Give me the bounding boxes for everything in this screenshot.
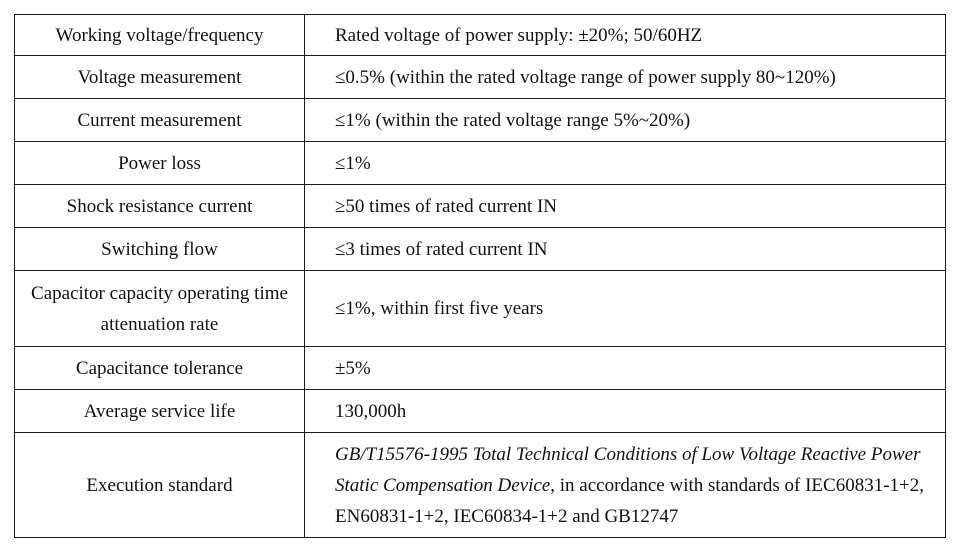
table-row (15, 433, 946, 538)
row-label: Power loss (15, 142, 305, 185)
row-label: Switching flow (15, 228, 305, 271)
table-row (15, 228, 946, 271)
table-row (15, 271, 946, 347)
table-row (15, 185, 946, 228)
table-row (15, 347, 946, 390)
row-label: Average service life (15, 390, 305, 433)
row-value: ±5% (305, 347, 946, 390)
table-row (15, 99, 946, 142)
row-value: Rated voltage of power supply: ±20%; 50/60HZ (305, 15, 946, 56)
row-value: ≤3 times of rated current IN (305, 228, 946, 271)
table-row (15, 142, 946, 185)
row-label: Capacitance tolerance (15, 347, 305, 390)
row-label: Execution standard (15, 433, 305, 538)
table-row (15, 15, 946, 56)
row-value-execution-standard (305, 433, 946, 538)
row-value: ≤1% (305, 142, 946, 185)
standard-title: GB/T15576-1995 Total Technical Conditions of Low Voltage Reactive Power Static Compensation Device (335, 443, 921, 496)
row-value: ≤0.5% (within the rated voltage range of power supply 80~120%) (305, 56, 946, 99)
row-value: 130,000h (305, 390, 946, 433)
row-value: ≤1% (within the rated voltage range 5%~20%) (305, 99, 946, 142)
table-row (15, 56, 946, 99)
row-label: Voltage measurement (15, 56, 305, 99)
specification-table (14, 14, 946, 538)
row-value: ≥50 times of rated current IN (305, 185, 946, 228)
row-label: Current measurement (15, 99, 305, 142)
table-row (15, 390, 946, 433)
standard-details: , in accordance with standards of IEC60831-1+2, EN60831-1+2, IEC60834-1+2 and GB12747 (335, 474, 925, 527)
row-label: Capacitor capacity operating time attenuation rate (15, 271, 305, 347)
row-label: Working voltage/frequency (15, 15, 305, 56)
row-value: ≤1%, within first five years (305, 271, 946, 347)
row-label: Shock resistance current (15, 185, 305, 228)
